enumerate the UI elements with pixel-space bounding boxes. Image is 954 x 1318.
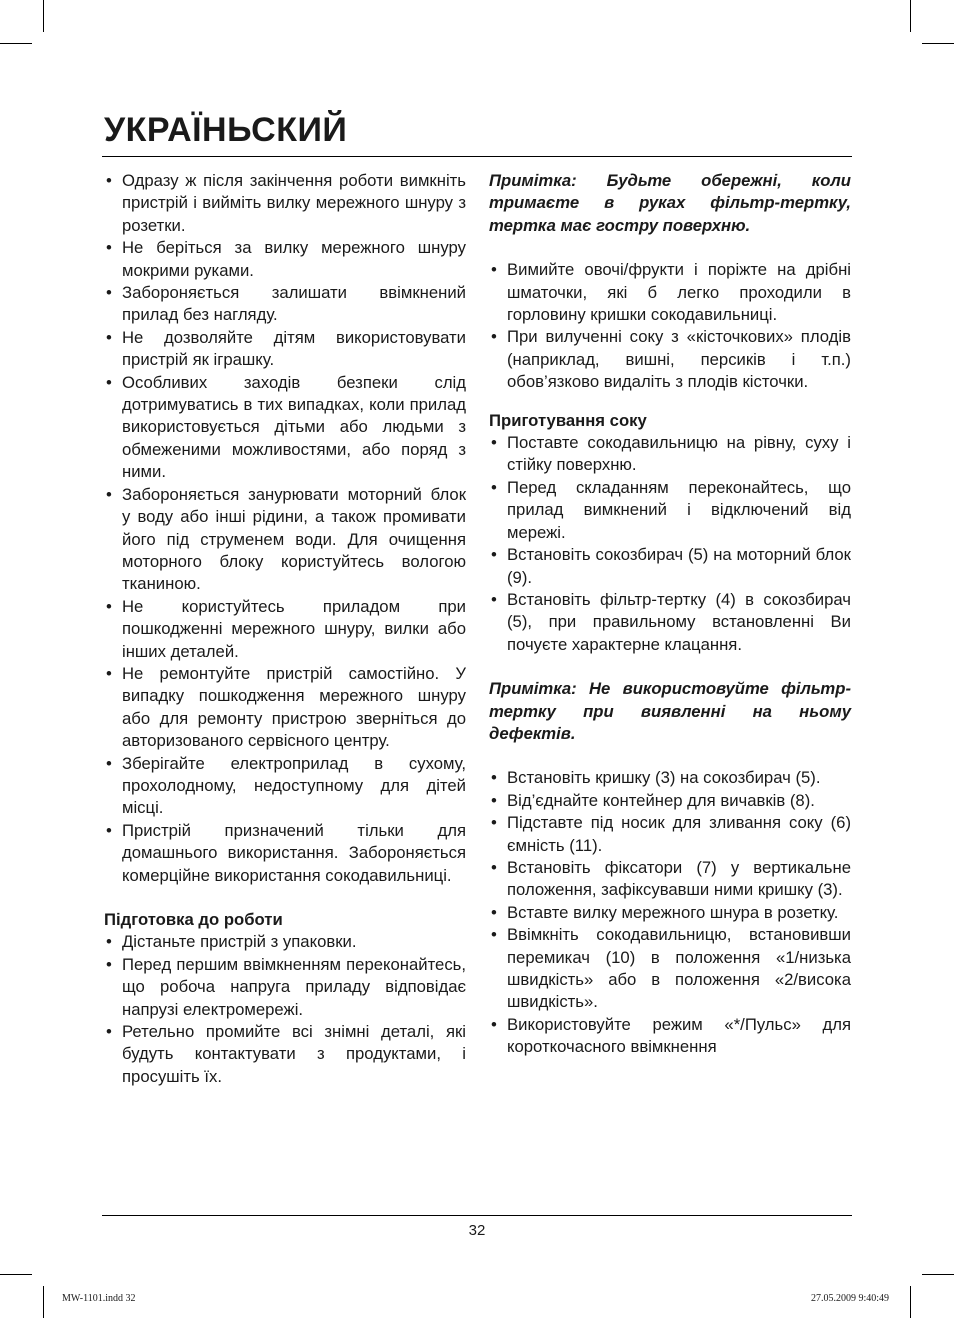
list-item: • Встановіть фільтр-тертку (4) в сокозбирач (5), при правильному встановленні Ви почуєте характерне клацання. bbox=[489, 589, 851, 656]
list-item: • Не ремонтуйте пристрій самостійно. У випадку пошкодження мережного шнуру або для ремонту пристрою зверніться до авторизованого сервісного центру. bbox=[104, 663, 466, 753]
left-column bbox=[104, 170, 466, 1088]
crop-mark bbox=[43, 0, 44, 32]
page-title: УКРАЇНЬСКИЙ bbox=[104, 111, 348, 149]
fruit-prep-list bbox=[489, 259, 851, 393]
list-item: • Від’єднайте контейнер для вичавків (8). bbox=[489, 790, 851, 812]
crop-mark bbox=[910, 1286, 911, 1318]
list-item: • Підставте під носик для зливання соку (6) ємність (11). bbox=[489, 812, 851, 857]
section-heading-prep: Підготовка до роботи bbox=[104, 910, 283, 929]
crop-mark bbox=[43, 1286, 44, 1318]
list-item: • Перед першим ввімкненням переконайтесь, що робоча напруга приладу відповідає напрузі електромережі. bbox=[104, 954, 466, 1021]
list-item: • Встановіть кришку (3) на сокозбирач (5). bbox=[489, 767, 851, 789]
juice-list bbox=[489, 432, 851, 656]
list-item: • При вилученні соку з «кісточкових» плодів (наприклад, вишні, персиків і т.п.) обов’язково видаліть з плодів кісточки. bbox=[489, 326, 851, 393]
crop-mark bbox=[0, 1274, 32, 1275]
crop-mark bbox=[922, 1274, 954, 1275]
prep-list bbox=[104, 931, 466, 1088]
note-grater-sharp: Примітка: Будьте обережні, коли тримаєте в руках фільтр-тертку, тертка має гостру поверхню. bbox=[489, 171, 851, 235]
list-item: • Зберігайте електроприлад в сухому, прохолодному, недоступному для дітей місці. bbox=[104, 753, 466, 820]
crop-mark bbox=[0, 43, 32, 44]
list-item: • Ретельно промийте всі знімні деталі, які будуть контактувати з продуктами, і просушіть їх. bbox=[104, 1021, 466, 1088]
safety-list bbox=[104, 170, 466, 887]
list-item: • Забороняється залишати ввімкнений прилад без нагляду. bbox=[104, 282, 466, 327]
list-item: • Не користуйтесь приладом при пошкодженні мережного шнуру, вилки або інших деталей. bbox=[104, 596, 466, 663]
list-item: • Ввімкніть сокодавильницю, встановивши перемикач (10) в положення «1/низька швидкість» або в положення «2/висока швидкість». bbox=[489, 924, 851, 1014]
slug-timestamp: 27.05.2009 9:40:49 bbox=[810, 1293, 889, 1304]
list-item: • Вимийте овочі/фрукти і поріжте на дрібні шматочки, які б легко проходили в горловину кришки сокодавильниці. bbox=[489, 259, 851, 326]
list-item: • Встановіть сокозбирач (5) на моторний блок (9). bbox=[489, 544, 851, 589]
list-item: • Використовуйте режим «*/Пульс» для короткочасного ввімкнення bbox=[489, 1014, 851, 1059]
crop-mark bbox=[922, 43, 954, 44]
list-item: • Встановіть фіксатори (7) у вертикальне положення, зафіксувавши ними кришку (3). bbox=[489, 857, 851, 902]
assembly-list bbox=[489, 767, 851, 1058]
crop-mark bbox=[910, 0, 911, 32]
slug-file-info: MW-1101.indd 32 bbox=[62, 1293, 136, 1304]
page-number: 32 bbox=[468, 1222, 486, 1239]
right-column bbox=[489, 170, 851, 1059]
list-item: • Не дозволяйте дітям використовувати пристрій як іграшку. bbox=[104, 327, 466, 372]
list-item: • Не беріться за вилку мережного шнуру мокрими руками. bbox=[104, 237, 466, 282]
list-item: • Одразу ж після закінчення роботи вимкніть пристрій і вийміть вилку мережного шнуру з розетки. bbox=[104, 170, 466, 237]
footer-rule bbox=[102, 1215, 852, 1216]
list-item: • Поставте сокодавильницю на рівну, суху і стійку поверхню. bbox=[489, 432, 851, 477]
list-item: • Пристрій призначений тільки для домашнього використання. Забороняється комерційне використання сокодавильниці. bbox=[104, 820, 466, 887]
list-item: • Забороняється занурювати моторний блок у воду або інші рідини, а також промивати його під струменем води. Для очищення моторного блоку користуйтесь вологою тканиною. bbox=[104, 484, 466, 596]
section-heading-juice: Приготування соку bbox=[489, 410, 647, 430]
list-item: • Дістаньте пристрій з упаковки. bbox=[104, 931, 466, 953]
list-item: • Перед складанням переконайтесь, що прилад вимкнений і відключений від мережі. bbox=[489, 477, 851, 544]
list-item: • Вставте вилку мережного шнура в розетку. bbox=[489, 902, 851, 924]
list-item: • Особливих заходів безпеки слід дотримуватись в тих випадках, коли прилад використовується дітьми або людьми з обмеженими можливостями, або поряд з ними. bbox=[104, 372, 466, 484]
note-grater-defects: Примітка: Не використовуйте фільтр-тертку при виявленні на ньому дефектів. bbox=[489, 679, 851, 743]
header-rule bbox=[102, 156, 852, 157]
